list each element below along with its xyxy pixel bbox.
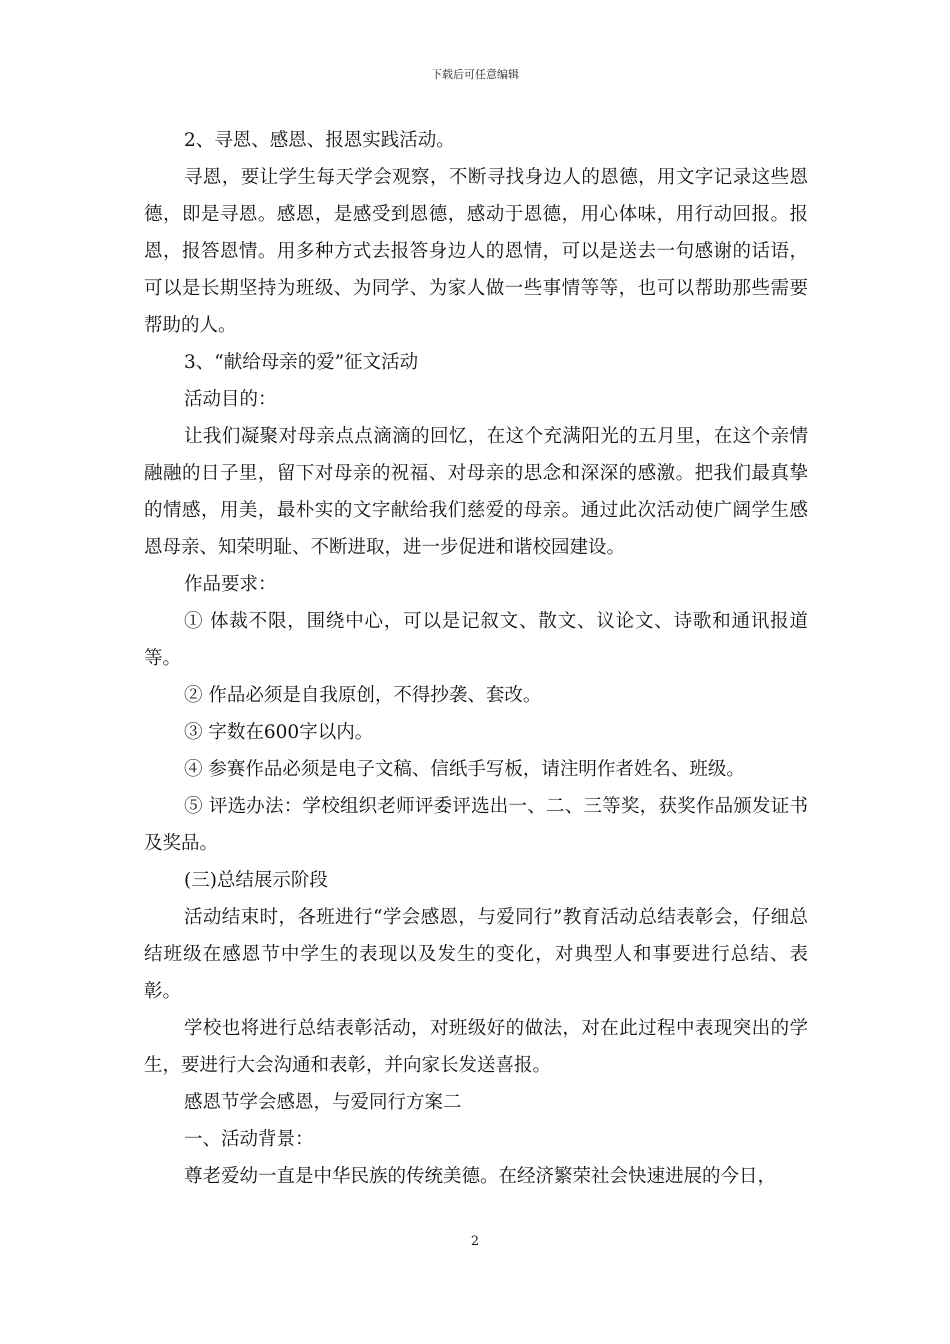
paragraph: 感恩节学会感恩，与爱同行方案二 [184,1092,462,1113]
paragraph: 尊老爱幼一直是中华民族的传统美德。在经济繁荣社会快速进展的今日， [184,1166,777,1187]
paragraph: (三)总结展示阶段 [184,870,328,891]
document-body [144,122,808,1195]
paragraph: ② 作品必须是自我原创，不得抄袭、套改。 [184,685,542,706]
paragraph: ⑤ 评选办法：学校组织老师评委评选出一、二、三等奖，获奖作品颁发证书及奖品。 [144,796,808,854]
paragraph: 活动目的： [184,389,277,410]
page-number: 2 [470,1234,480,1249]
paragraph: 3、“献给母亲的爱”征文活动 [184,352,419,373]
paragraph: 学校也将进行总结表彰活动，对班级好的做法，对在此过程中表现突出的学生，要进行大会沟通和表彰，并向家长发送喜报。 [144,1018,808,1076]
paragraph: 活动结束时，各班进行“学会感恩，与爱同行”教育活动总结表彰会，仔细总结班级在感恩节中学生的表现以及发生的变化，对典型人和事要进行总结、表彰。 [144,907,808,1002]
paragraph: 2、寻恩、感恩、报恩实践活动。 [184,130,455,151]
paragraph: ① 体裁不限，围绕中心，可以是记叙文、散文、议论文、诗歌和通讯报道等。 [144,611,808,669]
paragraph: 一、活动背景： [184,1129,314,1150]
paragraph: 寻恩，要让学生每天学会观察，不断寻找身边人的恩德，用文字记录这些恩德，即是寻恩。感恩，是感受到恩德，感动于恩德，用心体味，用行动回报。报恩，报答恩情。用多种方式去报答身边人的恩情，可以是送去一句感谢的话语，可以是长期坚持为班级、为同学、为家人做一些事情等等，也可以帮助那些需要帮助的人。 [144,167,808,336]
paragraph: 让我们凝聚对母亲点点滴滴的回忆，在这个充满阳光的五月里，在这个亲情融融的日子里，留下对母亲的祝福、对母亲的思念和深深的感激。把我们最真挚的情感，用美，最朴实的文字献给我们慈爱的母亲。通过此次活动使广阔学生感恩母亲、知荣明耻、不断进取，进一步促进和谐校园建设。 [144,426,808,558]
paragraph: ④ 参赛作品必须是电子文稿、信纸手写板，请注明作者姓名、班级。 [184,759,745,780]
paragraph: 作品要求： [184,574,277,595]
page-header: 下载后可任意编辑 [431,68,519,81]
paragraph: ③ 字数在600字以内。 [184,722,374,743]
